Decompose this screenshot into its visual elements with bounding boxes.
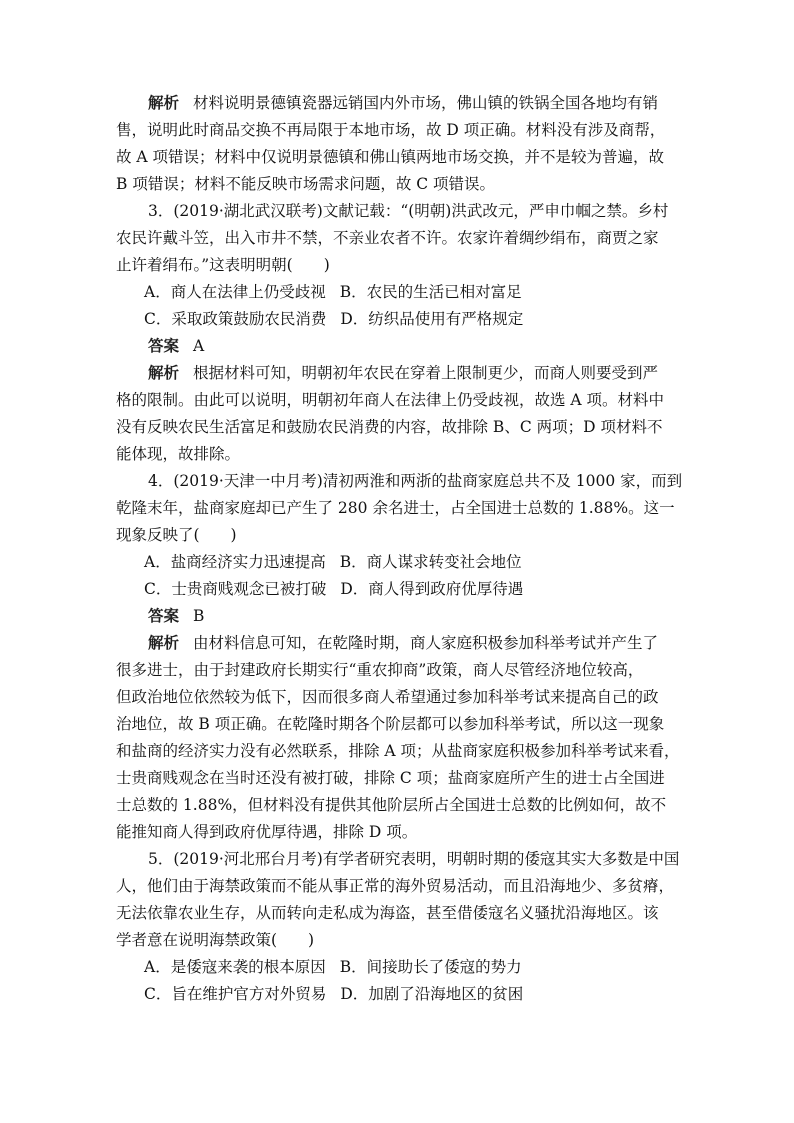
q3-explanation-line: 格的限制。由此可以说明，明朝初年商人在法律上仍受歧视，故选 A 项。材料中: [116, 391, 665, 409]
q2-explanation-line: B 项错误；材料不能反映市场需求问题，故 C 项错误。: [116, 175, 496, 193]
q4-answer: [0, 603, 794, 630]
q3-choice-a: A．商人在法律上仍受歧视: [144, 283, 326, 301]
answer-value: B: [193, 607, 205, 625]
q3-choice-d: D．纺织品使用有严格规定: [340, 310, 524, 328]
explanation-label: 解析: [148, 364, 180, 382]
q3-explanation-line: 解析 根据材料可知，明朝初年农民在穿着上限制更少，而商人则要受到严: [148, 364, 659, 382]
q5-choice-a: A．是倭寇来袭的根本原因: [144, 958, 326, 976]
answer-label: 答案: [148, 337, 180, 355]
q3-choice-row: [0, 279, 794, 306]
q4-explanation-line: 士贵商贱观念在当时还没有被打破，排除 C 项；盐商家庭所产生的进士占全国进: [116, 769, 665, 787]
q5-choice-row: [0, 954, 794, 981]
answer-value: A: [193, 337, 205, 355]
q4-choice-row: [0, 576, 794, 603]
q5-stem-line: 学者意在说明海禁政策( ): [116, 931, 315, 949]
q3-answer: [0, 333, 794, 360]
q4-choice-b: B．商人谋求转变社会地位: [339, 553, 522, 571]
q3-stem-line: 止许着绢布。”这表明明朝( ): [116, 256, 330, 274]
q2-explanation-line: 故 A 项错误；材料中仅说明景德镇和佛山镇两地市场交换，并不是较为普遍，故: [116, 148, 665, 166]
q4-stem-line: 4．(2019·天津一中月考)清初两淮和两浙的盐商家庭总共不及 1000 家，而到: [148, 472, 683, 490]
q4-explanation-line: 士总数的 1.88%，但材料没有提供其他阶层所占全国进士总数的比例如何，故不: [116, 796, 667, 814]
q4-explanation-line: 很多进士，由于封建政府长期实行“重农抑商”政策，商人尽管经济地位较高，: [116, 661, 644, 679]
q3-choice-c: C．采取政策鼓励农民消费: [144, 310, 327, 328]
q4-explanation-line: 但政治地位依然较为低下，因而很多商人希望通过参加科举考试来提高自己的政: [116, 688, 659, 706]
q4-choice-d: D．商人得到政府优厚待遇: [340, 580, 524, 598]
q2-explanation-line: 解析 材料说明景德镇瓷器远销国内外市场，佛山镇的铁锅全国各地均有销: [148, 94, 659, 112]
q4-choice-row: [0, 549, 794, 576]
q3-stem-line: 农民许戴斗笠，出入市井不禁，不亲业农者不许。农家许着绸纱绢布，商贾之家: [116, 229, 659, 247]
q3-choice-row: [0, 306, 794, 333]
q3-explanation-line: 能体现，故排除。: [116, 445, 241, 463]
q5-choice-d: D．加剧了沿海地区的贫困: [340, 985, 524, 1003]
q5-stem-line: 无法依靠农业生存，从而转向走私成为海盗，甚至借倭寇名义骚扰沿海地区。该: [116, 904, 659, 922]
q4-explanation-line: 治地位，故 B 项正确。在乾隆时期各个阶层都可以参加科举考试，所以这一现象: [116, 715, 665, 733]
q3-stem-line: 3．(2019·湖北武汉联考)文献记载：“(明朝)洪武改元，严申巾帼之禁。乡村: [148, 202, 669, 220]
q4-explanation-line: 解析 由材料信息可知，在乾隆时期，商人家庭积极参加科举考试并产生了: [148, 634, 659, 652]
q5-choice-row: [0, 981, 794, 1008]
q3-explanation-line: 没有反映农民生活富足和鼓励农民消费的内容，故排除 B、C 两项；D 项材料不: [116, 418, 663, 436]
q4-explanation-line: 能推知商人得到政府优厚待遇，排除 D 项。: [116, 823, 418, 841]
q5-choice-b: B．间接助长了倭寇的势力: [339, 958, 522, 976]
q4-explanation-line: 和盐商的经济实力没有必然联系，排除 A 项；从盐商家庭积极参加科举考试来看，: [116, 742, 680, 760]
q3-choice-b: B．农民的生活已相对富足: [339, 283, 522, 301]
q4-stem-line: 现象反映了( ): [116, 526, 237, 544]
q4-stem-line: 乾隆末年，盐商家庭却已产生了 280 余名进士，占全国进士总数的 1.88%。这一: [116, 499, 675, 517]
explanation-label: 解析: [148, 94, 180, 112]
answer-label: 答案: [148, 607, 180, 625]
q2-explanation-line: 售，说明此时商品交换不再局限于本地市场，故 D 项正确。材料没有涉及商帮，: [116, 121, 666, 139]
q5-stem-line: 人，他们由于海禁政策而不能从事正常的海外贸易活动，而且沿海地少、多贫瘠，: [116, 877, 675, 895]
q4-choice-a: A．盐商经济实力迅速提高: [144, 553, 326, 571]
explanation-label: 解析: [148, 634, 180, 652]
q5-choice-c: C．旨在维护官方对外贸易: [144, 985, 327, 1003]
q5-stem-line: 5．(2019·河北邢台月考)有学者研究表明，明朝时期的倭寇其实大多数是中国: [148, 850, 680, 868]
q4-choice-c: C．士贵商贱观念已被打破: [144, 580, 327, 598]
